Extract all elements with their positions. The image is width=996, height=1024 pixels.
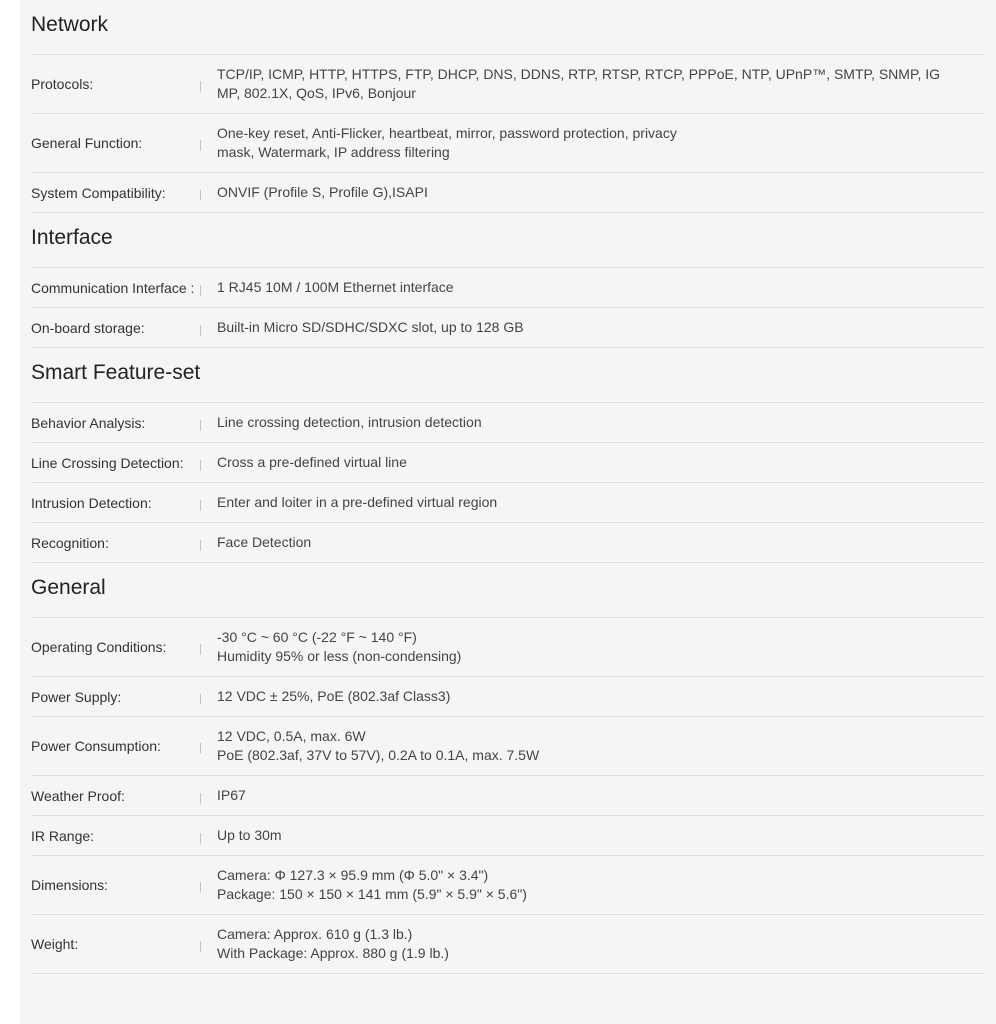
spec-row (31, 403, 984, 443)
spec-value-line: Camera: Approx. 610 g (1.3 lb.) (217, 926, 413, 942)
spec-row (31, 483, 984, 523)
spec-row (31, 856, 984, 915)
column-separator: | (199, 742, 202, 754)
column-separator: | (199, 323, 202, 336)
spec-value-line: Up to 30m (217, 827, 282, 843)
spec-value-line: 1 RJ45 10M / 100M Ethernet interface (217, 279, 454, 295)
column-separator: | (199, 418, 202, 431)
spec-row (31, 308, 984, 348)
spec-value-line: One-key reset, Anti-Flicker, heartbeat, mirror, password protection, privacy (217, 125, 677, 141)
spec-label: Protocols: (31, 76, 94, 92)
spec-value-line: 12 VDC, 0.5A, max. 6W (217, 728, 366, 744)
column-separator: | (199, 643, 202, 655)
spec-label: Behavior Analysis: (31, 414, 146, 431)
spec-value (217, 628, 984, 666)
column-separator: | (199, 940, 202, 952)
spec-value-line: ONVIF (Profile S, Profile G),ISAPI (217, 184, 428, 200)
spec-label: Weather Proof: (31, 787, 125, 804)
spec-row (31, 523, 984, 563)
spec-value (217, 727, 984, 765)
spec-row (31, 915, 984, 974)
spec-value-line: Package: 150 × 150 × 141 mm (5.9" × 5.9" × 5.6") (217, 886, 527, 902)
spec-row (31, 618, 984, 677)
spec-label: Power Consumption: (31, 738, 161, 754)
spec-value-line: Built-in Micro SD/SDHC/SDXC slot, up to 128 GB (217, 319, 524, 335)
spec-row (31, 776, 984, 816)
column-separator: | (199, 498, 202, 511)
spec-value-line: IP67 (217, 787, 246, 803)
spec-value-line: With Package: Approx. 880 g (1.9 lb.) (217, 945, 449, 961)
column-separator: | (199, 283, 202, 296)
spec-value (217, 65, 984, 103)
spec-value (217, 278, 984, 297)
spec-label: On-board storage: (31, 319, 145, 336)
spec-value (217, 318, 984, 337)
spec-value (217, 124, 984, 162)
spec-value (217, 533, 984, 552)
section-title: Smart Feature-set (31, 348, 984, 403)
spec-value-line: 12 VDC ± 25%, PoE (802.3af Class3) (217, 688, 451, 704)
spec-row (31, 55, 984, 114)
spec-value-line: Cross a pre-defined virtual line (217, 454, 407, 470)
spec-label: Power Supply: (31, 688, 122, 705)
column-separator: | (199, 538, 202, 551)
spec-label: System Compatibility: (31, 184, 166, 201)
column-separator: | (199, 188, 202, 201)
column-separator: | (199, 791, 202, 804)
spec-label: Weight: (31, 936, 79, 952)
spec-value (217, 687, 984, 706)
spec-value-line: Camera: Φ 127.3 × 95.9 mm (Φ 5.0" × 3.4") (217, 867, 489, 883)
spec-row (31, 173, 984, 213)
spec-value-line: Humidity 95% or less (non-condensing) (217, 648, 462, 664)
spec-value-line: PoE (802.3af, 37V to 57V), 0.2A to 0.1A, max. 7.5W (217, 747, 540, 763)
specifications-list (31, 0, 984, 974)
spec-label: Intrusion Detection: (31, 494, 152, 511)
column-separator: | (199, 80, 202, 92)
spec-value (217, 786, 984, 805)
spec-value (217, 453, 984, 472)
spec-value-line: MP, 802.1X, QoS, IPv6, Bonjour (217, 85, 416, 101)
spec-label: Communication Interface : (31, 279, 195, 296)
spec-row (31, 443, 984, 483)
spec-label: Dimensions: (31, 877, 109, 893)
spec-value-line: -30 °C ~ 60 °C (-22 °F ~ 140 °F) (217, 629, 417, 645)
column-separator: | (199, 139, 202, 151)
spec-row (31, 816, 984, 856)
spec-label: IR Range: (31, 827, 95, 844)
spec-row (31, 717, 984, 776)
spec-value (217, 826, 984, 845)
spec-row (31, 268, 984, 308)
section-title: General (31, 563, 984, 618)
spec-value-line: Line crossing detection, intrusion detection (217, 414, 482, 430)
spec-value (217, 866, 984, 904)
spec-label: Line Crossing Detection: (31, 454, 184, 471)
column-separator: | (199, 881, 202, 893)
spec-value-line: TCP/IP, ICMP, HTTP, HTTPS, FTP, DHCP, DNS, DDNS, RTP, RTSP, RTCP, PPPoE, NTP, UPnP™, SMTP, SNMP, IG (217, 66, 941, 82)
spec-label: Operating Conditions: (31, 639, 167, 655)
spec-label: General Function: (31, 135, 143, 151)
spec-value-line: Enter and loiter in a pre-defined virtual region (217, 494, 498, 510)
section-title: Interface (31, 213, 984, 268)
section-title: Network (31, 0, 984, 55)
spec-row (31, 114, 984, 173)
spec-value (217, 413, 984, 432)
spec-label: Recognition: (31, 534, 109, 551)
column-separator: | (199, 458, 202, 471)
spec-value-line: Face Detection (217, 534, 312, 550)
spec-value (217, 183, 984, 202)
spec-value (217, 925, 984, 963)
spec-value-line: mask, Watermark, IP address filtering (217, 144, 450, 160)
column-separator: | (199, 692, 202, 705)
spec-value (217, 493, 984, 512)
column-separator: | (199, 831, 202, 844)
spec-row (31, 677, 984, 717)
